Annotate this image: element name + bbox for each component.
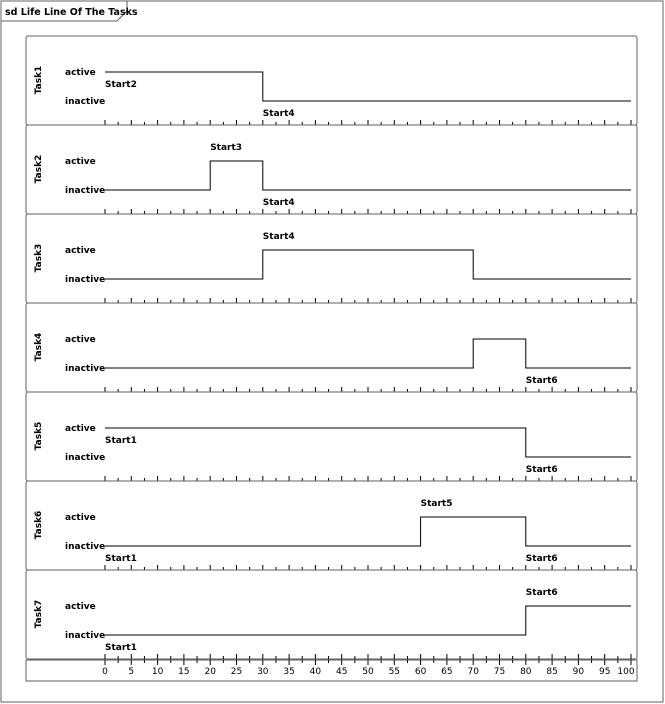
state-label-active: active xyxy=(65,68,96,78)
axis-tick-label: 55 xyxy=(388,667,401,677)
state-label-inactive: inactive xyxy=(65,631,106,641)
state-label-active: active xyxy=(65,602,96,612)
lifeline-name: Task1 xyxy=(34,65,44,95)
axis-tick-label: 25 xyxy=(230,667,243,677)
axis-tick-label: 5 xyxy=(128,667,135,677)
message-label: Start4 xyxy=(262,198,295,208)
message-label: Start6 xyxy=(525,376,558,386)
axis-tick-label: 10 xyxy=(151,667,164,677)
lifeline-task3 xyxy=(26,214,637,303)
axis-tick-label: 80 xyxy=(520,667,532,677)
message-label: Start3 xyxy=(210,143,243,153)
lifeline-name: Task3 xyxy=(34,243,44,273)
message-label: Start6 xyxy=(525,465,558,475)
state-label-inactive: inactive xyxy=(65,186,106,196)
lifeline-task2 xyxy=(26,125,637,214)
message-label: Start6 xyxy=(525,554,558,564)
axis-tick-label: 45 xyxy=(335,667,348,677)
state-label-active: active xyxy=(65,424,96,434)
lifeline-name: Task6 xyxy=(34,510,44,540)
axis-tick-label: 95 xyxy=(598,667,611,677)
lifeline-task6 xyxy=(26,481,637,570)
diagram-title: sd Life Line Of The Tasks xyxy=(5,7,138,18)
message-label: Start1 xyxy=(105,554,137,564)
axis-tick-label: 40 xyxy=(309,667,322,677)
axis-tick-label: 85 xyxy=(546,667,558,677)
axis-tick-label: 35 xyxy=(283,667,295,677)
axis-tick-label: 15 xyxy=(178,667,190,677)
message-label: Start2 xyxy=(105,80,137,90)
message-label: Start4 xyxy=(262,232,295,242)
axis-tick-label: 90 xyxy=(572,667,585,677)
lifeline-task7 xyxy=(26,570,637,659)
axis-tick-label: 30 xyxy=(257,667,269,677)
axis-tick-label: 20 xyxy=(204,667,216,677)
state-label-inactive: inactive xyxy=(65,542,106,552)
lifeline-task1 xyxy=(26,36,637,125)
state-label-inactive: inactive xyxy=(65,275,106,285)
state-label-active: active xyxy=(65,157,96,167)
time-axis xyxy=(26,660,637,681)
state-label-active: active xyxy=(65,513,96,523)
axis-tick-label: 50 xyxy=(362,667,374,677)
message-label: Start6 xyxy=(525,588,558,598)
lifeline-name: Task4 xyxy=(34,332,44,362)
lifeline-name: Task5 xyxy=(34,421,44,451)
state-label-active: active xyxy=(65,335,96,345)
lifeline-box xyxy=(26,125,637,214)
lifelines-group xyxy=(26,36,637,659)
state-label-inactive: inactive xyxy=(65,453,106,463)
message-label: Start1 xyxy=(105,436,137,446)
axis-tick-label: 60 xyxy=(414,667,427,677)
lifeline-box xyxy=(26,214,637,303)
axis-tick-label: 0 xyxy=(102,667,108,677)
message-label: Start4 xyxy=(262,109,295,119)
axis-tick-label: 65 xyxy=(441,667,453,677)
axis-tick-label: 100 xyxy=(617,667,635,677)
state-label-inactive: inactive xyxy=(65,97,106,107)
lifeline-task5 xyxy=(26,392,637,481)
lifeline-name: Task2 xyxy=(34,154,44,184)
lifeline-task4 xyxy=(26,303,637,392)
axis-tick-label: 75 xyxy=(493,667,506,677)
lifeline-name: Task7 xyxy=(34,599,44,629)
message-label: Start5 xyxy=(420,499,453,509)
state-label-active: active xyxy=(65,246,96,256)
state-label-inactive: inactive xyxy=(65,364,106,374)
time-axis-box xyxy=(26,660,637,681)
message-label: Start1 xyxy=(105,643,137,653)
axis-tick-label: 70 xyxy=(467,667,479,677)
